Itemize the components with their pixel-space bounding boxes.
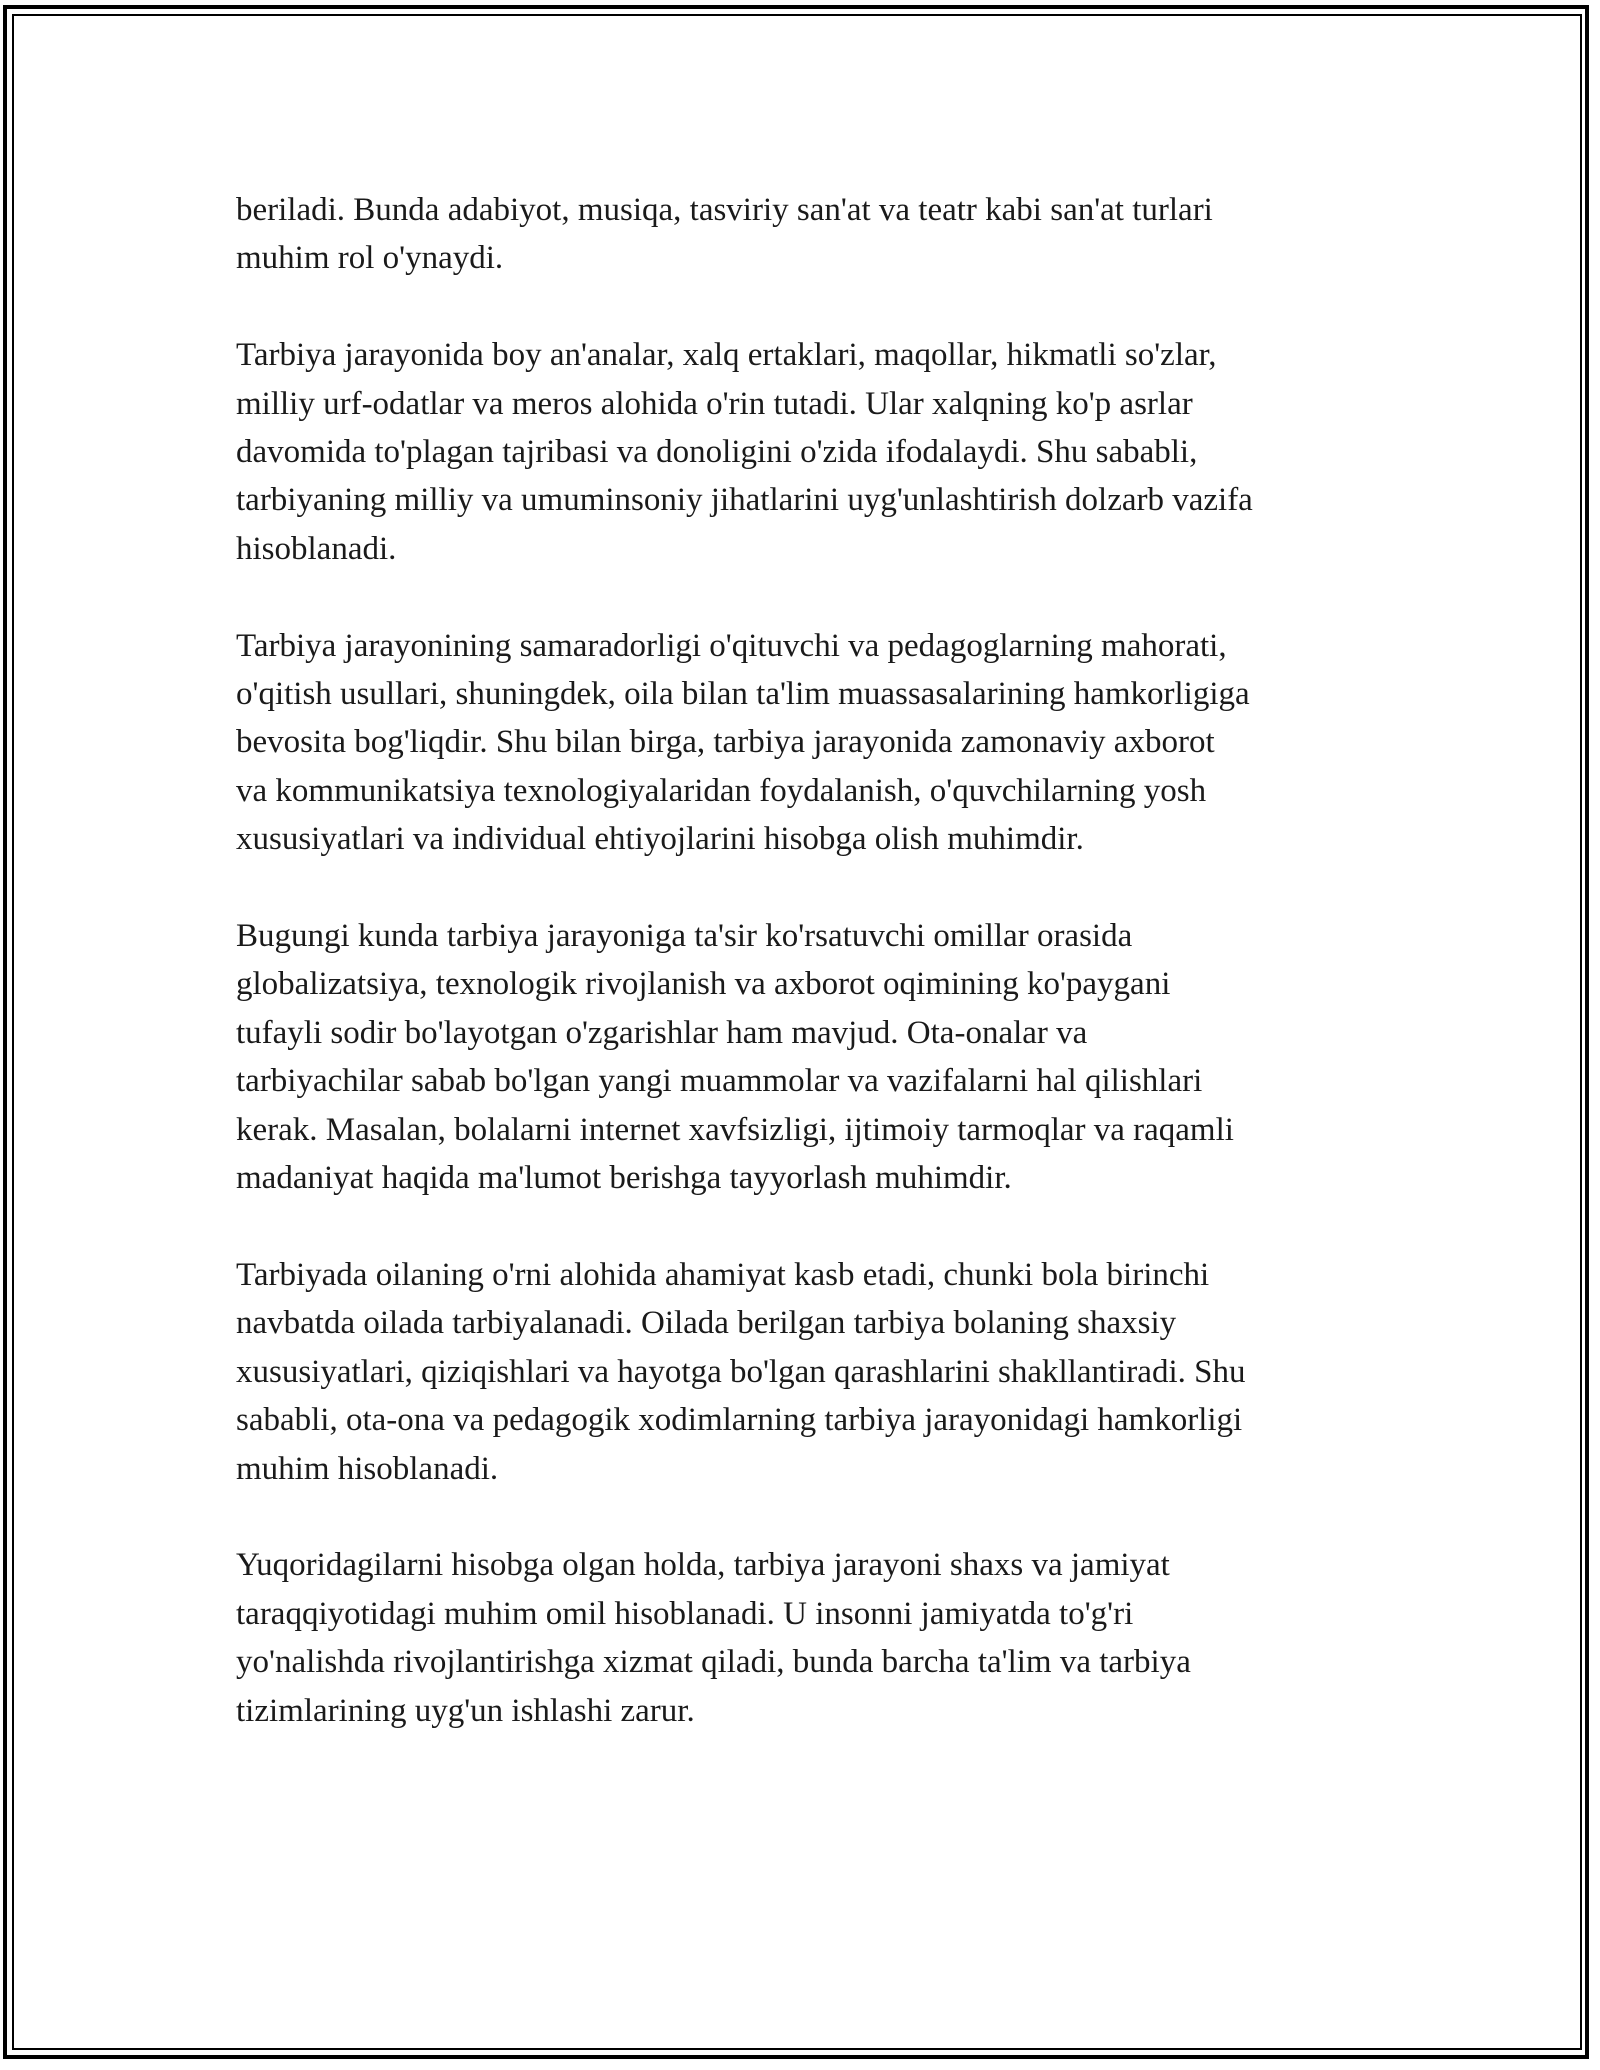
paragraph-5: Tarbiyada oilaning o'rni alohida ahamiyat kasb etadi, chunki bola birinchi navbatda oilada tarbiyalanadi. Oilada berilgan tarbiya bolaning shaxsiy xususiyatlari, qiziqishlari va hayotga bo'lgan qarashlarini shakllantiradi. Shu sababli, ota-ona va pedagogik xodimlarning tarbiya jarayonidagi hamkorligi muhim hisoblanadi. bbox=[236, 1256, 1246, 1487]
paragraph-6: Yuqoridagilarni hisobga olgan holda, tarbiya jarayoni shaxs va jamiyat taraqqiyotidagi muhim omil hisoblanadi. U insonni jamiyatda to'g'ri yo'nalishda rivojlantirishga xizmat qiladi, bunda barcha ta'lim va tarbiya tizimlarining uyg'un ishlashi zarur. bbox=[236, 1547, 1191, 1729]
paragraph-1: beriladi. Bunda adabiyot, musiqa, tasviriy san'at va teatr kabi san'at turlari muhim rol o'ynaydi. bbox=[236, 192, 1213, 277]
paragraph-3: Tarbiya jarayonining samaradorligi o'qituvchi va pedagoglarning mahorati, o'qitish usullari, shuningdek, oila bilan ta'lim muassasalarining hamkorligiga bevosita bog'liqdir. Shu bilan birga, tarbiya jarayonida zamonaviy axborot va kommunikatsiya texnologiyalaridan foydalanish, o'quvchilarning yosh xususiyatlari va individual ehtiyojlarini hisobga olish muhimdir. bbox=[236, 627, 1250, 858]
paragraph-2: Tarbiya jarayonida boy an'analar, xalq ertaklari, maqollar, hikmatli so'zlar, milliy urf-odatlar va meros alohida o'rin tutadi. Ular xalqning ko'p asrlar davomida to'plagan tajribasi va donoligini o'zida ifodalaydi. Shu sababli, tarbiyaning milliy va umuminsoniy jihatlarini uyg'unlashtirish dolzarb vazifa hisoblanadi. bbox=[236, 337, 1253, 567]
paragraph-4: Bugungi kunda tarbiya jarayoniga ta'sir ko'rsatuvchi omillar orasida globalizatsiya, texnologik rivojlanish va axborot oqimining ko'paygani tufayli sodir bo'layotgan o'zgarishlar ham mavjud. Ota-onalar va tarbiyachilar sabab bo'lgan yangi muammolar va vazifalarni hal qilishlari kerak. Masalan, bolalarni internet xavfsizligi, ijtimoiy tarmoqlar va raqamli madaniyat haqida ma'lumot berishga tayyorlash muhimdir. bbox=[236, 918, 1234, 1197]
document-body bbox=[236, 186, 1366, 1783]
